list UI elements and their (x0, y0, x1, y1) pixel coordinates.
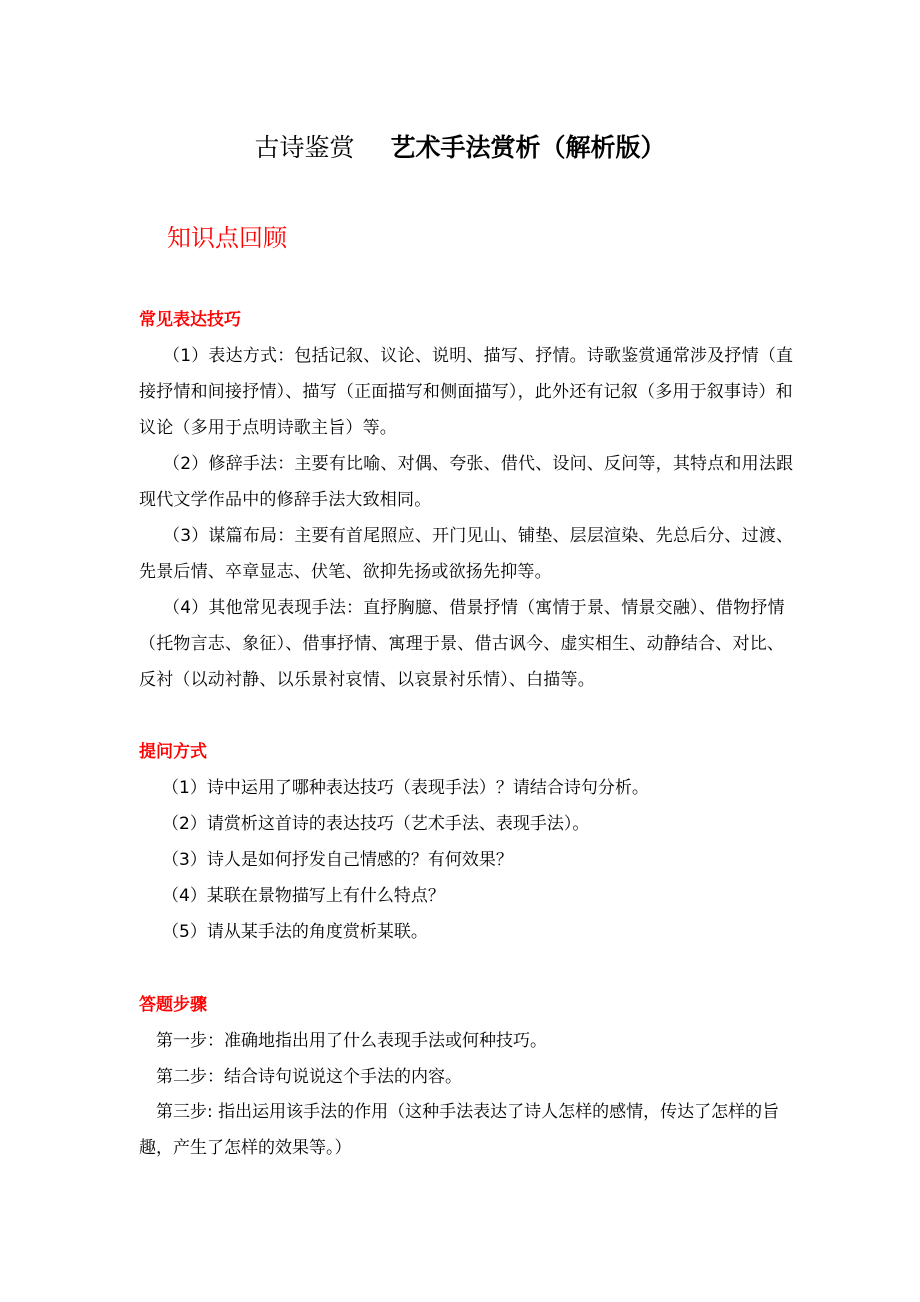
page-title (0, 128, 920, 168)
step-item-3: 第三步: 指出运用该手法的作用（这种手法表达了诗人怎样的感情，传达了怎样的旨趣，产生了怎样的效果等。） (139, 1102, 780, 1158)
techniques-heading: 常见表达技巧 (139, 310, 241, 330)
steps-heading: 答题步骤 (139, 995, 207, 1015)
technique-item-4: （4）其他常见表现手法：直抒胸臆、借景抒情（寓情于景、情景交融）、借物抒情（托物言志、象征）、借事抒情、寓理于景、借古讽今、虚实相生、动静结合、对比、反衬（以动衬静、以乐景衬哀情、以哀景衬乐情）、白描等。 (139, 598, 785, 690)
question-item-5: （5）请从某手法的角度赏析某联。 (162, 922, 428, 942)
technique-item-1: （1）表达方式：包括记叙、议论、说明、描写、抒情。诗歌鉴赏通常涉及抒情（直接抒情和间接抒情）、描写（正面描写和侧面描写），此外还有记叙（多用于叙事诗）和议论（多用于点明诗歌主旨）等。 (139, 346, 794, 438)
questions-heading: 提问方式 (139, 742, 207, 762)
step-item-2: 第二步：结合诗句说说这个手法的内容。 (156, 1067, 462, 1087)
step-item-1: 第一步：准确地指出用了什么表现手法或何种技巧。 (156, 1031, 547, 1051)
question-item-4: （4）某联在景物描写上有什么特点？ (162, 886, 445, 906)
technique-item-2: （2）修辞手法：主要有比喻、对偶、夸张、借代、设问、反问等，其特点和用法跟现代文学作品中的修辞手法大致相同。 (139, 454, 794, 510)
question-item-3: （3）诗人是如何抒发自己情感的？有何效果？ (162, 850, 513, 870)
technique-item-3: （3）谋篇布局：主要有首尾照应、开门见山、铺垫、层层渲染、先总后分、过渡、先景后情、卒章显志、伏笔、欲抑先扬或欲扬先抑等。 (139, 526, 794, 582)
review-heading: 知识点回顾 (167, 224, 287, 252)
title-part-2: 艺术手法赏析（解析版） (390, 133, 666, 162)
question-item-1: （1）诗中运用了哪种表达技巧（表现手法）？请结合诗句分析。 (162, 778, 649, 798)
title-part-1: 古诗鉴赏 (254, 133, 355, 162)
question-item-2: （2）请赏析这首诗的表达技巧（艺术手法、表现手法）。 (162, 814, 590, 834)
